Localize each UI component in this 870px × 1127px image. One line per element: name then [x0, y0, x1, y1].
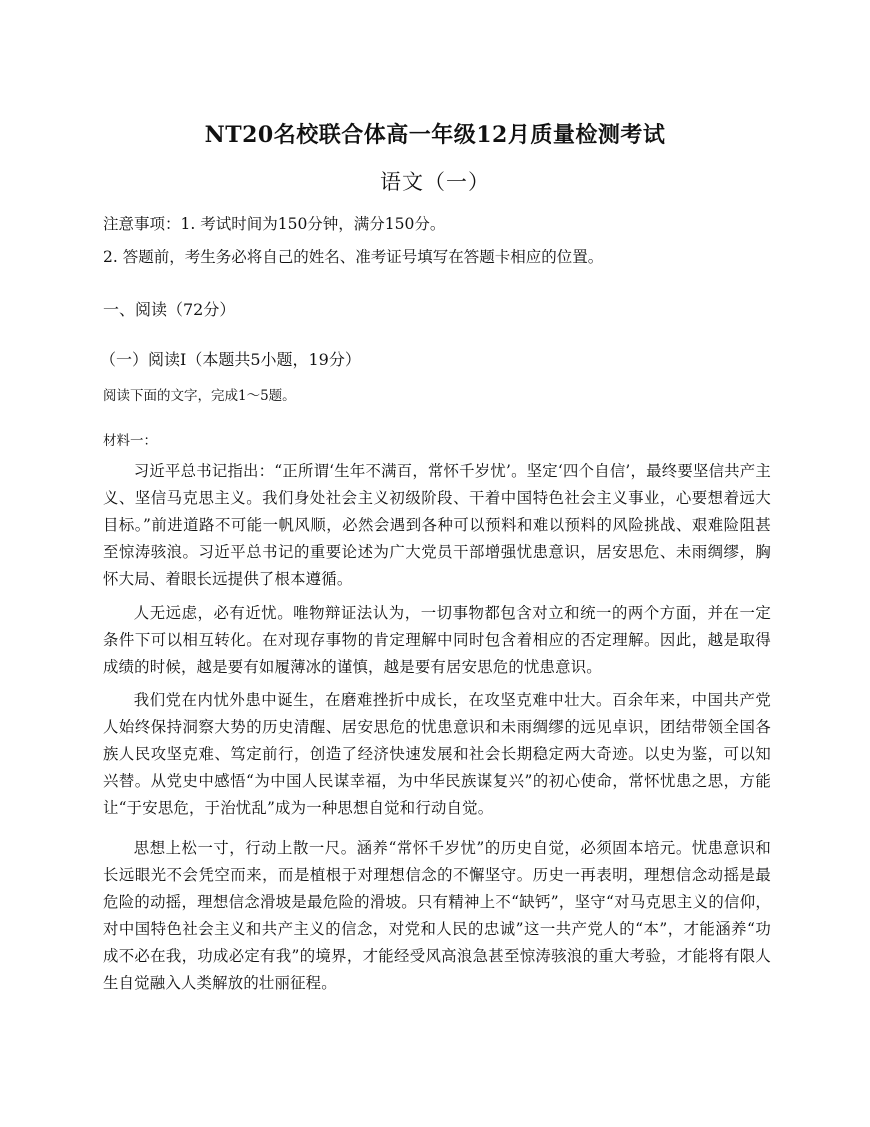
- notice-line-2: 2. 答题前，考生务必将自己的姓名、准考证号填写在答题卡相应的位置。: [103, 248, 604, 266]
- instruction-text: 阅读下面的文字，完成1～5题。: [103, 388, 296, 404]
- notice-line-1: 注意事项：1. 考试时间为150分钟，满分150分。: [103, 215, 446, 233]
- paragraph-4: 思想上松一寸，行动上散一尺。涵养“常怀千岁忧”的历史自觉，必须固本培元。忧患意识和长远眼光不会凭空而来，而是植根于对理想信念的不懈坚守。历史一再表明，理想信念动摇是最危险的动摇，理想信念滑坡是最危险的滑坡。只有精神上不“缺钙”，坚守“对马克思主义的信仰，对中国特色社会主义和共产主义的信念，对党和人民的忠诚”这一共产党人的“本”，才能涵养“功成不必在我，功成必定有我”的境界，才能经受风高浪急甚至惊涛骇浪的重大考验，才能将有限人生自觉融入人类解放的壮丽征程。: [103, 839, 771, 992]
- section-heading: 一、阅读（72分）: [103, 300, 236, 319]
- sub-section-heading: （一）阅读Ⅰ（本题共5小题，19分）: [100, 350, 361, 369]
- paragraph-3: 我们党在内忧外患中诞生，在磨难挫折中成长，在攻坚克难中壮大。百余年来，中国共产党人始终保持洞察大势的历史清醒、居安思危的忧患意识和未雨绸缪的远见卓识，团结带领全国各族人民攻坚克难、笃定前行，创造了经济快速发展和社会长期稳定两大奇迹。以史为鉴，可以知兴替。从党史中感悟“为中国人民谋幸福，为中华民族谋复兴”的初心使命，常怀忧患之思，方能让“于安思危，于治忧乱”成为一种思想自觉和行动自觉。: [103, 691, 771, 817]
- paragraph-1: 习近平总书记指出：“正所谓‘生年不满百，常怀千岁忧’。坚定‘四个自信’，最终要坚信共产主义、坚信马克思主义。我们身处社会主义初级阶段、干着中国特色社会主义事业，心要想着远大目标。”前进道路不可能一帆风顺，必然会遇到各种可以预料和难以预料的风险挑战、艰难险阻甚至惊涛骇浪。习近平总书记的重要论述为广大党员干部增强忧患意识，居安思危、未雨绸缪，胸怀大局、着眼长远提供了根本遵循。: [103, 462, 771, 588]
- paragraph-2: 人无远虑，必有近忧。唯物辩证法认为，一切事物都包含对立和统一的两个方面，并在一定条件下可以相互转化。在对现存事物的肯定理解中同时包含着相应的否定理解。因此，越是取得成绩的时候，越是要有如履薄冰的谨慎，越是要有居安思危的忧患意识。: [103, 604, 771, 676]
- subject-title: 语文（一）: [380, 170, 490, 194]
- material-label: 材料一：: [103, 433, 157, 449]
- exam-title: NT20名校联合体高一年级12月质量检测考试: [204, 122, 666, 148]
